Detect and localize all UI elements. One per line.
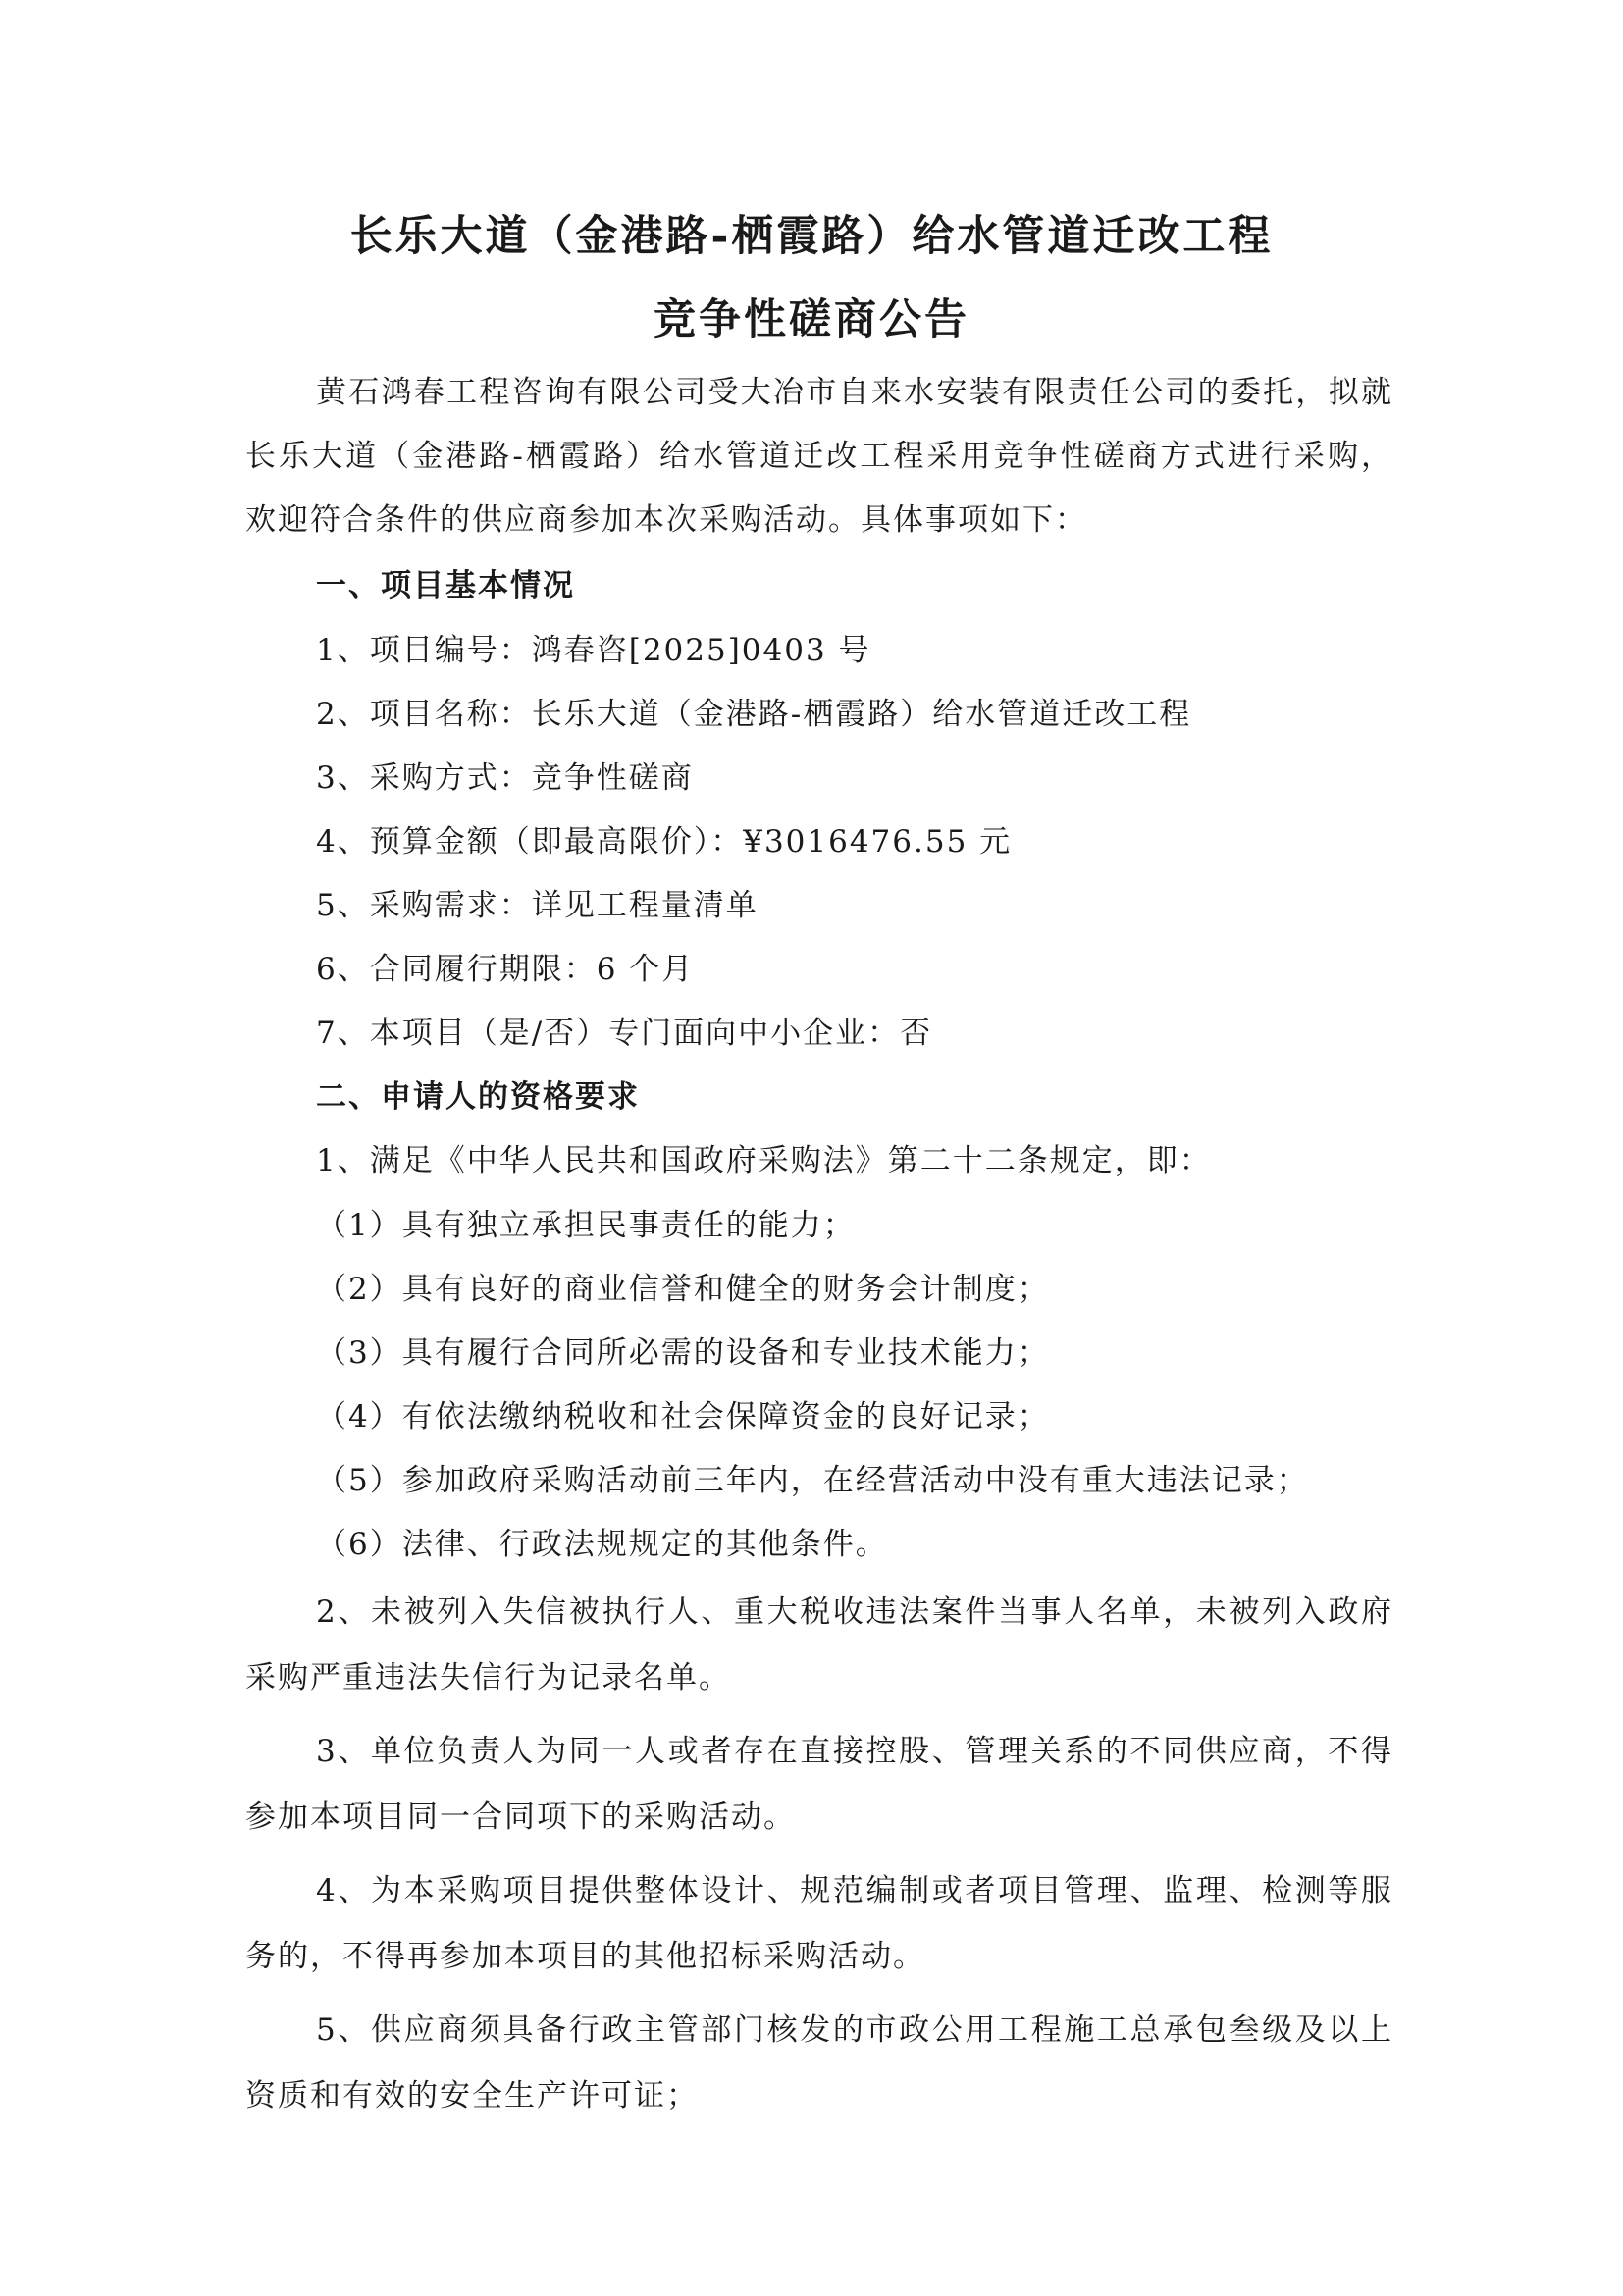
section1-item-1: 1、项目编号：鸿春咨[2025]0403 号 — [316, 633, 871, 668]
section1-item-2: 2、项目名称：长乐大道（金港路-栖霞路）给水管道迁改工程 — [316, 697, 1192, 732]
section2-sub-item-6: （6）法律、行政法规规定的其他条件。 — [316, 1527, 888, 1562]
section2-req-2-line2: 采购严重违法失信行为记录名单。 — [245, 1660, 731, 1696]
section2-sub-item-1: （1）具有独立承担民事责任的能力； — [316, 1208, 856, 1243]
intro-line-3: 欢迎符合条件的供应商参加本次采购活动。具体事项如下： — [245, 502, 1087, 538]
section2-req-3-line2: 参加本项目同一合同项下的采购活动。 — [245, 1800, 796, 1835]
section2-req-5-line2: 资质和有效的安全生产许可证； — [245, 2078, 699, 2113]
section2-req-1: 1、满足《中华人民共和国政府采购法》第二十二条规定，即： — [316, 1143, 1212, 1178]
section2-req-2-line1: 2、未被列入失信被执行人、重大税收违法案件当事人名单，未被列入政府 — [316, 1594, 1393, 1630]
section2-req-5-line1: 5、供应商须具备行政主管部门核发的市政公用工程施工总承包叁级及以上 — [316, 2012, 1393, 2048]
section1-item-3: 3、采购方式：竞争性磋商 — [316, 760, 694, 796]
section2-sub-item-4: （4）有依法缴纳税收和社会保障资金的良好记录； — [316, 1399, 1050, 1435]
section1-item-7: 7、本项目（是/否）专门面向中小企业：否 — [316, 1016, 933, 1051]
intro-line-2: 长乐大道（金港路-栖霞路）给水管道迁改工程采用竞争性磋商方式进行采购， — [245, 439, 1393, 474]
section2-req-4-line2: 务的，不得再参加本项目的其他招标采购活动。 — [245, 1939, 925, 1974]
section2-req-4-line1: 4、为本采购项目提供整体设计、规范编制或者项目管理、监理、检测等服 — [316, 1873, 1393, 1908]
intro-line-1: 黄石鸿春工程咨询有限公司受大冶市自来水安装有限责任公司的委托，拟就 — [316, 375, 1393, 410]
document-title-line2: 竞争性磋商公告 — [654, 295, 969, 344]
section2-req-3-line1: 3、单位负责人为同一人或者存在直接控股、管理关系的不同供应商，不得 — [316, 1734, 1393, 1769]
section1-item-4: 4、预算金额（即最高限价）：¥3016476.55 元 — [316, 824, 1013, 860]
document-title-line1: 长乐大道（金港路-栖霞路）给水管道迁改工程 — [349, 212, 1274, 261]
section2-sub-item-3: （3）具有履行合同所必需的设备和专业技术能力； — [316, 1335, 1050, 1371]
section1-item-5: 5、采购需求：详见工程量清单 — [316, 888, 759, 923]
section2-heading: 二、申请人的资格要求 — [316, 1079, 640, 1115]
section1-item-6: 6、合同履行期限：6 个月 — [316, 952, 695, 987]
section2-sub-item-2: （2）具有良好的商业信誉和健全的财务会计制度； — [316, 1272, 1050, 1307]
section1-heading: 一、项目基本情况 — [316, 568, 575, 603]
section2-sub-item-5: （5）参加政府采购活动前三年内，在经营活动中没有重大违法记录； — [316, 1463, 1309, 1498]
